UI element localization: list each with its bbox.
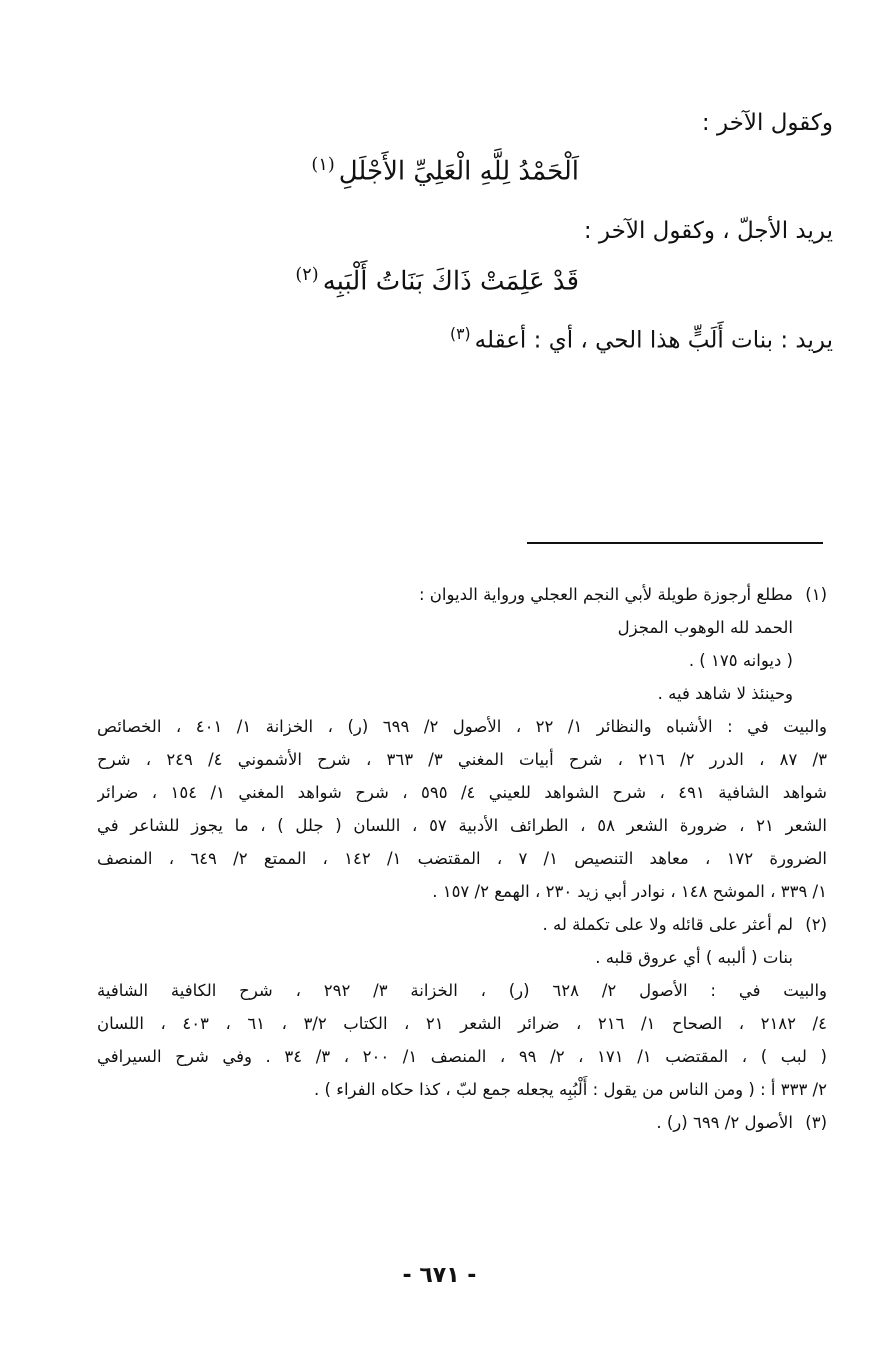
footnote-separator xyxy=(527,542,823,544)
footnote-1-line-2 xyxy=(97,611,827,644)
footnote-2-line-6: ٢/ ٣٣٣ أ : ( ومن الناس من يقول : أَلْبُبِه يجعله جمع لبّ ، كذا حكاه الفراء ) . xyxy=(314,1080,827,1099)
footnote-3-line-1 xyxy=(97,1106,827,1139)
footnote-1-line-7: شواهد الشافية ٤٩١ ، شرح الشواهد للعيني ٤/ ٥٩٥ ، شرح شواهد المغني ١/ ١٥٤ ، ضرائر xyxy=(97,783,827,802)
text-line-3 xyxy=(93,218,833,246)
page-number: - ٦٧١ - xyxy=(402,1263,477,1288)
footnote-2-text-2: بنات ( ألببه ) أي عروق قلبه . xyxy=(595,948,793,967)
footnote-1-line-1 xyxy=(97,578,827,611)
footnote-1-marker: (١) xyxy=(805,585,827,604)
footnote-1-line-10: ١/ ٣٣٩ ، الموشح ١٤٨ ، نوادر أبي زيد ٢٣٠ ، الهمع ٢/ ١٥٧ . xyxy=(432,882,827,901)
footnote-1-line-9: الضرورة ١٧٢ ، معاهد التنصيص ١/ ٧ ، المقتضب ١/ ١٤٢ ، الممتع ٢/ ٦٤٩ ، المنصف xyxy=(97,849,827,868)
footnote-2-text-1: لم أعثر على قائله ولا على تكملة له . xyxy=(542,915,793,934)
footnote-1-text-4: وحينئذ لا شاهد فيه . xyxy=(657,684,793,703)
footnote-2-line-3: والبيت في : الأصول ٢/ ٦٢٨ (ر) ، الخزانة ٣/ ٢٩٢ ، شرح الكافية الشافية xyxy=(97,981,827,1000)
verse-1 xyxy=(311,154,579,190)
text-line-5 xyxy=(93,325,833,355)
footnote-ref-1: (١) xyxy=(311,155,335,175)
footnote-ref-2: (٢) xyxy=(295,265,319,285)
footnote-1-line-6: ٣/ ٨٧ ، الدرر ٢/ ٢١٦ ، شرح أبيات المغني ٣/ ٣٦٣ ، شرح الأشموني ٤/ ٢٤٩ ، شرح xyxy=(97,750,827,769)
footnote-2-line-4: ٤/ ٢١٨٢ ، الصحاح ١/ ٢١٦ ، ضرائر الشعر ٢١ ، الكتاب ٣/٢ ، ٦١ ، ٤٠٣ ، اللسان xyxy=(97,1014,827,1033)
footnote-2-line-5: ( لبب ) ، المقتضب ١/ ١٧١ ، ٢/ ٩٩ ، المنصف ١/ ٢٠٠ ، ٣/ ٣٤ . وفي شرح السيرافي xyxy=(97,1047,827,1066)
footnote-2-marker: (٢) xyxy=(805,915,827,934)
text-line-1 xyxy=(93,110,833,138)
verse-2 xyxy=(295,264,579,300)
verse1-text: اَلْحَمْدُ لِلَّهِ الْعَلِيِّ الأَجْلَلِ xyxy=(338,156,579,187)
footnote-1-line-4 xyxy=(97,677,827,710)
footnote-1-text-1: مطلع أرجوزة طويلة لأبي النجم العجلي ورواية الديوان : xyxy=(418,585,793,604)
footnote-1-line-5: والبيت في : الأشباه والنظائر ١/ ٢٢ ، الأصول ٢/ ٦٩٩ (ر) ، الخزانة ١/ ٤٠١ ، الخصائص xyxy=(97,717,827,736)
line3-text: يريد الأجلّ ، وكقول الآخر : xyxy=(583,218,833,244)
footnote-3-marker: (٣) xyxy=(805,1113,827,1132)
footnote-1-line-8: الشعر ٢١ ، ضرورة الشعر ٥٨ ، الطرائف الأدبية ٥٧ ، اللسان ( جلل ) ، ما يجوز للشاعر في xyxy=(97,816,827,835)
footnote-2-line-1 xyxy=(97,908,827,941)
footnote-ref-3: (٣) xyxy=(450,324,471,343)
line1-text: وكقول الآخر : xyxy=(701,110,833,136)
footnote-2-line-2 xyxy=(97,941,827,974)
footnote-3-text-1: الأصول ٢/ ٦٩٩ (ر) . xyxy=(656,1113,793,1132)
footnote-1-line-3 xyxy=(97,644,827,677)
footnote-1-text-3: ( ديوانه ١٧٥ ) . xyxy=(688,651,793,670)
footnote-1-text-2: الحمد لله الوهوب المجزل xyxy=(617,618,793,637)
verse2-text: قَدْ عَلِمَتْ ذَاكَ بَنَاتُ أَلْبَبِه xyxy=(322,266,579,297)
line5-text: يريد : بنات أَلَبٍّ هذا الحي ، أي : أعقله xyxy=(474,327,833,354)
footnotes xyxy=(97,578,827,1139)
